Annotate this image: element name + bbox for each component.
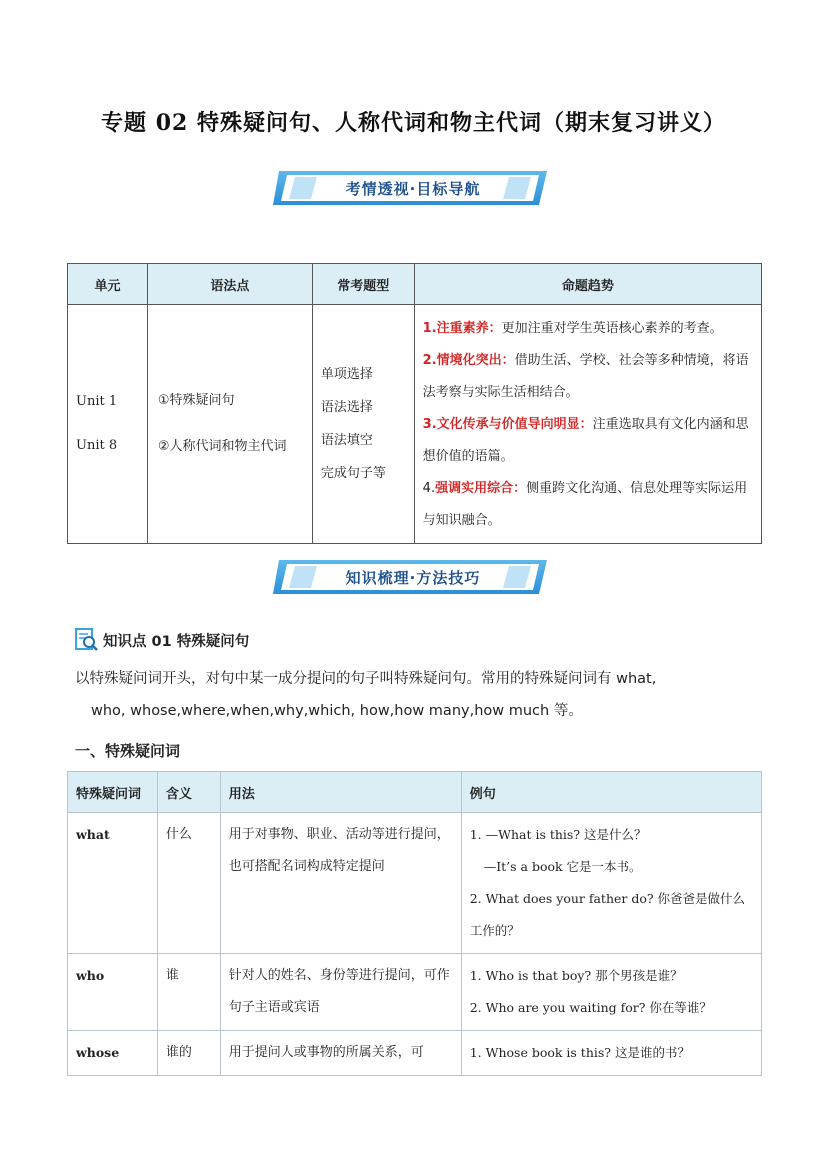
banner-exam-overview — [273, 165, 553, 211]
banner-title: 考情透视·目标导航 — [345, 179, 481, 198]
grammar-item: ①特殊疑问句 — [157, 393, 235, 408]
grammar-item: ②人称代词和物主代词 — [157, 439, 287, 454]
table-row — [68, 1031, 762, 1076]
meaning-cell: 谁的 — [157, 1031, 220, 1076]
word-cell: what — [68, 813, 158, 954]
grammar-cell — [147, 305, 312, 544]
trend-item — [423, 313, 753, 345]
overview-table — [67, 263, 762, 544]
table-row — [68, 813, 762, 954]
table-row — [68, 954, 762, 1031]
unit-item: Unit 8 — [76, 438, 118, 453]
header-grammar: 语法点 — [147, 264, 312, 305]
trend-item — [423, 409, 753, 473]
magnifier-document-icon — [74, 627, 100, 653]
header-usage: 用法 — [220, 772, 461, 813]
header-word: 特殊疑问词 — [68, 772, 158, 813]
section-title: 一、特殊疑问词 — [75, 742, 181, 760]
knowledge-point-heading — [74, 626, 249, 654]
header-example: 例句 — [461, 772, 761, 813]
example-line: 1. Whose book is this? 这是谁的书？ — [469, 1045, 690, 1060]
trend-label: 3.文化传承与价值导向明显： — [422, 417, 593, 432]
overview-header-row — [68, 264, 762, 305]
units-cell — [68, 305, 148, 544]
intro-line: who, whose,where,when,why,which, how,how many,how much 等。 — [91, 703, 583, 719]
question-type-item: 单项选择 — [320, 367, 373, 382]
question-type-item: 语法选择 — [320, 400, 373, 415]
words-header-row — [68, 772, 762, 813]
example-line: 1. —What is this? 这是什么？ — [469, 827, 647, 842]
intro-paragraph — [75, 663, 765, 727]
question-words-table — [67, 771, 762, 1076]
word-cell: whose — [68, 1031, 158, 1076]
trend-text: 更加注重对学生英语核心素养的考查。 — [501, 321, 723, 336]
question-type-cell — [312, 305, 414, 544]
word-cell: who — [68, 954, 158, 1031]
unit-item: Unit 1 — [76, 394, 118, 409]
example-line: 2. Who are you waiting for? 你在等谁？ — [469, 1000, 712, 1015]
trend-item — [423, 473, 753, 537]
trend-label: 2.情境化突出： — [422, 353, 515, 368]
knowledge-point-title: 知识点 01 特殊疑问句 — [103, 633, 250, 650]
banner-title: 知识梳理·方法技巧 — [345, 568, 481, 587]
meaning-cell: 谁 — [157, 954, 220, 1031]
example-line: 2. What does your father do? 你爸爸是做什么工作的？ — [469, 891, 746, 938]
example-cell — [461, 1031, 761, 1076]
example-line: —It’s a book 它是一本书。 — [483, 859, 642, 874]
usage-cell: 用于对事物、职业、活动等进行提问，也可搭配名词构成特定提问 — [220, 813, 461, 954]
trend-label: 1.注重素养： — [422, 321, 502, 336]
trend-label: 4. — [422, 481, 436, 496]
intro-line: 以特殊疑问词开头，对句中某一成分提问的句子叫特殊疑问句。常用的特殊疑问词有 what, — [75, 671, 657, 687]
page-title: 专题 02 特殊疑问句、人称代词和物主代词（期末复习讲义） — [101, 110, 726, 136]
example-line: 1. Who is that boy? 那个男孩是谁？ — [469, 968, 683, 983]
meaning-cell: 什么 — [157, 813, 220, 954]
example-cell — [461, 954, 761, 1031]
example-cell — [461, 813, 761, 954]
question-type-item: 语法填空 — [320, 433, 373, 448]
trend-label-emphasis: 强调实用综合： — [435, 481, 527, 496]
header-unit: 单元 — [68, 264, 148, 305]
trend-text: 侧重跨文化沟通、信息处理等实际运用与知识融合。 — [422, 481, 748, 528]
usage-cell: 针对人的姓名、身份等进行提问，可作句子主语或宾语 — [220, 954, 461, 1031]
usage-cell: 用于提问人或事物的所属关系，可 — [220, 1031, 461, 1076]
overview-content-row — [68, 305, 762, 544]
trend-cell — [414, 305, 761, 544]
question-type-item: 完成句子等 — [320, 466, 386, 481]
header-question-type: 常考题型 — [312, 264, 414, 305]
header-meaning: 含义 — [157, 772, 220, 813]
header-trend: 命题趋势 — [414, 264, 761, 305]
banner-knowledge — [273, 554, 553, 600]
trend-item — [423, 345, 753, 409]
trend-text: 借助生活、学校、社会等多种情境，将语法考察与实际生活相结合。 — [422, 353, 749, 400]
trend-text: 注重选取具有文化内涵和思想价值的语篇。 — [422, 417, 749, 464]
